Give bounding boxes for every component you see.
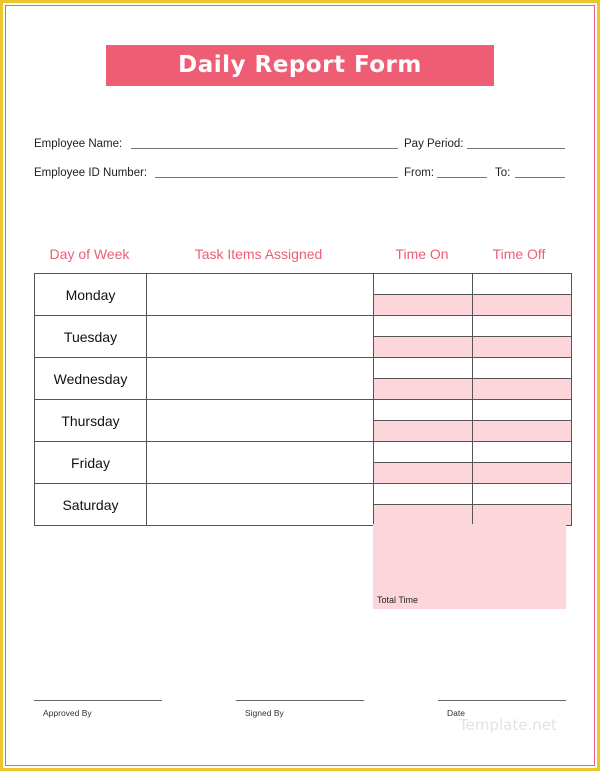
watermark: Template.net	[459, 716, 557, 734]
date-label: Date	[447, 708, 465, 718]
header-day-of-week: Day of Week	[49, 246, 130, 262]
task-cell[interactable]	[147, 484, 374, 526]
time-off-cell[interactable]	[473, 274, 572, 316]
table-row	[35, 484, 572, 526]
day-cell: Thursday	[35, 400, 147, 442]
task-cell[interactable]	[147, 274, 374, 316]
table-row	[35, 442, 572, 484]
task-cell[interactable]	[147, 358, 374, 400]
task-cell[interactable]	[147, 400, 374, 442]
signed-by-label: Signed By	[245, 708, 284, 718]
approved-by-line[interactable]	[34, 700, 162, 701]
employee-id-field[interactable]	[155, 177, 398, 178]
time-on-cell[interactable]	[374, 442, 473, 484]
to-label: To:	[495, 167, 511, 179]
time-on-cell[interactable]	[374, 274, 473, 316]
table-row	[35, 400, 572, 442]
table-row	[35, 274, 572, 316]
time-on-cell[interactable]	[374, 316, 473, 358]
total-time-label: Total Time	[377, 595, 419, 605]
from-field[interactable]	[437, 177, 487, 178]
header-time-off: Time Off	[492, 246, 546, 262]
signed-by-line[interactable]	[236, 700, 364, 701]
employee-id-label: Employee ID Number:	[34, 167, 148, 179]
day-cell: Tuesday	[35, 316, 147, 358]
employee-name-field[interactable]	[131, 148, 398, 149]
date-line[interactable]	[438, 700, 566, 701]
day-cell: Monday	[35, 274, 147, 316]
total-time-box[interactable]	[373, 524, 566, 609]
day-cell: Saturday	[35, 484, 147, 526]
employee-name-label: Employee Name:	[34, 138, 123, 150]
time-on-cell[interactable]	[374, 400, 473, 442]
day-cell: Wednesday	[35, 358, 147, 400]
time-on-cell[interactable]	[374, 358, 473, 400]
time-off-cell[interactable]	[473, 442, 572, 484]
task-cell[interactable]	[147, 442, 374, 484]
pay-period-field[interactable]	[467, 148, 565, 149]
table-row	[35, 316, 572, 358]
schedule-table	[34, 273, 572, 526]
header-time-on: Time On	[395, 246, 449, 262]
header-task-items: Task Items Assigned	[194, 246, 323, 262]
day-cell: Friday	[35, 442, 147, 484]
approved-by-label: Approved By	[43, 708, 92, 718]
task-cell[interactable]	[147, 316, 374, 358]
time-off-cell[interactable]	[473, 316, 572, 358]
time-off-cell[interactable]	[473, 358, 572, 400]
time-off-cell[interactable]	[473, 484, 572, 526]
table-row	[35, 358, 572, 400]
time-off-cell[interactable]	[473, 400, 572, 442]
time-on-cell[interactable]	[374, 484, 473, 526]
to-field[interactable]	[515, 177, 565, 178]
from-label: From:	[404, 167, 435, 179]
form-title: Daily Report Form	[106, 45, 494, 86]
pay-period-label: Pay Period:	[404, 138, 464, 150]
